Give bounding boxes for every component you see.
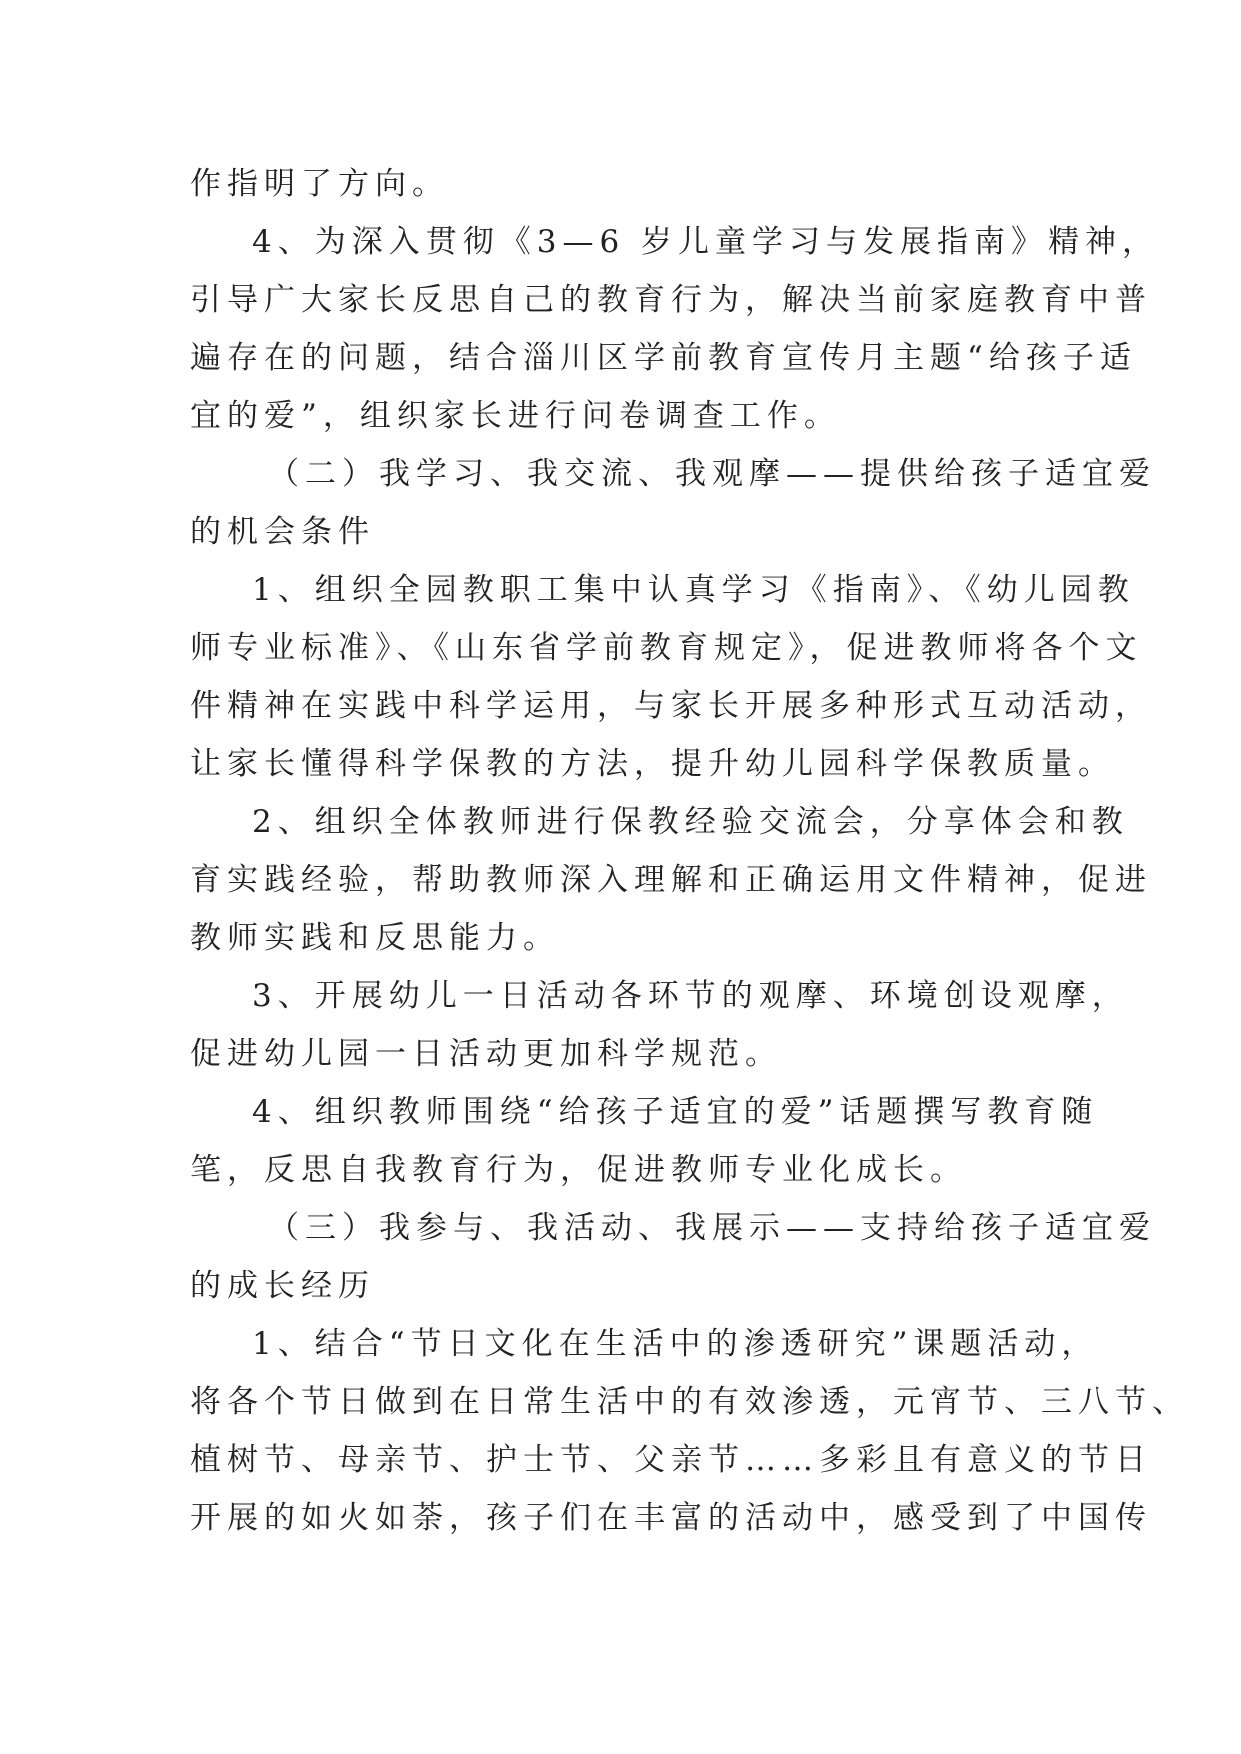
text-line: 遍存在的问题，结合淄川区学前教育宣传月主题“给孩子适 bbox=[190, 340, 1137, 376]
text-line: 植树节、母亲节、护士节、父亲节……多彩且有意义的节日 bbox=[190, 1442, 1152, 1478]
text-line: 引导广大家长反思自己的教育行为，解决当前家庭教育中普 bbox=[190, 282, 1152, 318]
section-heading-continuation: 的机会条件 bbox=[190, 514, 375, 550]
text-line: 促进幼儿园一日活动更加科学规范。 bbox=[190, 1036, 782, 1072]
text-line: 作指明了方向。 bbox=[190, 166, 449, 202]
paragraph-first-line: 4、为深入贯彻《3—6 岁儿童学习与发展指南》精神， bbox=[252, 224, 1160, 260]
paragraph-first-line: 2、组织全体教师进行保教经验交流会，分享体会和教 bbox=[252, 804, 1129, 840]
text-line: 让家长懂得科学保教的方法，提升幼儿园科学保教质量。 bbox=[190, 746, 1115, 782]
text-line: 件精神在实践中科学运用，与家长开展多种形式互动活动， bbox=[190, 688, 1152, 724]
paragraph-first-line: 3、开展幼儿一日活动各环节的观摩、环境创设观摩， bbox=[252, 978, 1129, 1014]
section-heading: （二）我学习、我交流、我观摩——提供给孩子适宜爱 bbox=[268, 456, 1156, 492]
text-line: 将各个节日做到在日常生活中的有效渗透，元宵节、三八节、 bbox=[190, 1384, 1189, 1420]
text-line: 笔，反思自我教育行为，促进教师专业化成长。 bbox=[190, 1152, 967, 1188]
section-heading: （三）我参与、我活动、我展示——支持给孩子适宜爱 bbox=[268, 1210, 1156, 1246]
paragraph-first-line: 1、组织全园教职工集中认真学习《指南》、《幼儿园教 bbox=[252, 572, 1135, 608]
text-line: 师专业标准》、《山东省学前教育规定》，促进教师将各个文 bbox=[190, 630, 1143, 666]
text-line: 开展的如火如荼，孩子们在丰富的活动中，感受到了中国传 bbox=[190, 1500, 1152, 1536]
text-line: 宜的爱”，组织家长进行问卷调查工作。 bbox=[190, 398, 841, 434]
paragraph-first-line: 1、结合“节日文化在生活中的渗透研究”课题活动， bbox=[252, 1326, 1099, 1362]
text-line: 教师实践和反思能力。 bbox=[190, 920, 560, 956]
paragraph-first-line: 4、组织教师围绕“给孩子适宜的爱”话题撰写教育随 bbox=[252, 1094, 1099, 1130]
section-heading-continuation: 的成长经历 bbox=[190, 1268, 375, 1304]
document-body bbox=[190, 155, 1189, 1547]
text-line: 育实践经验，帮助教师深入理解和正确运用文件精神，促进 bbox=[190, 862, 1152, 898]
